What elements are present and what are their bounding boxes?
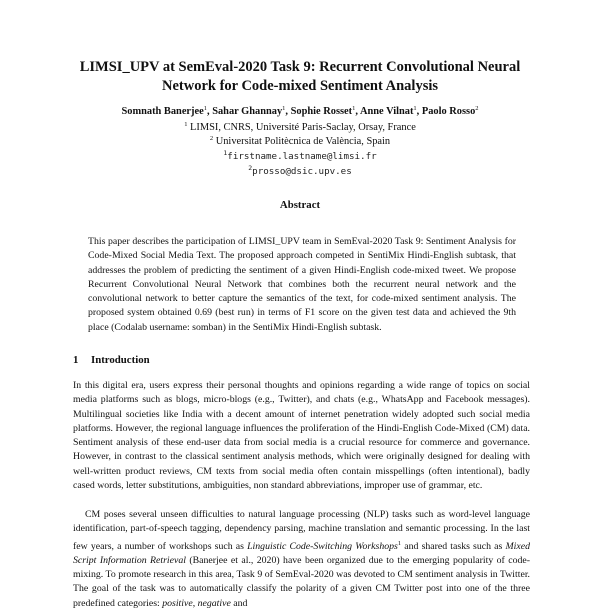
author-affiliation-mark: 1	[282, 105, 286, 112]
email-mark: 2	[248, 164, 253, 172]
category-positive: positive	[162, 597, 193, 609]
affiliation-text: LIMSI, CNRS, Université Paris-Saclay, Orsay, France	[190, 122, 416, 133]
title-line-1: LIMSI_UPV at SemEval-2020 Task 9: Recurrent Convolutional Neural	[79, 59, 521, 75]
affiliation-mark: 2	[209, 135, 214, 142]
para-text: CM poses several unseen difficulties to natural language processing (NLP) tasks such as word-level language identification, part-of-speech tagging, dependency parsing, machine translation and semantic processing. In the last few years, a number of workshops such as	[73, 509, 530, 552]
intro-paragraph-2	[73, 508, 530, 611]
author-name: Sophie Rosset	[290, 106, 353, 117]
author-name: Anne Vilnat	[360, 106, 414, 117]
workshop-name: Linguistic Code-Switching Workshops	[247, 540, 398, 552]
author-affiliation-mark: 2	[475, 105, 479, 112]
section-number: 1	[73, 354, 79, 366]
para-text: (Banerjee et al., 2020) have been organized due to the emerging popularity of code-mixing. To promote research in this area, Task 9 of SemEval-2020 was devoted to CM sentiment analysis in Twitter. The goal of the task was to automatically classify the polarity of a given CM Twitter post into one of the three predefined categories:	[73, 554, 531, 609]
para-text: ,	[192, 597, 198, 609]
author-affiliation-mark: 1	[203, 105, 207, 112]
author-affiliation-mark: 1	[352, 105, 356, 112]
author-list: Somnath Banerjee$^1$, Sahar Ghannay$^1$, Sophie Rosset$^1$, Anne Vilnat$^1$, Paolo Rosso$^2$	[121, 105, 479, 117]
category-negative: negative	[197, 597, 231, 609]
author-name: Paolo Rosso	[421, 106, 476, 117]
author-name: Somnath Banerjee	[121, 106, 204, 117]
affiliation-2	[60, 132, 540, 148]
intro-paragraph-1: In this digital era, users express their personal thoughts and opinions regarding a wide range of topics on social media platforms such as blogs, micro-blogs (e.g., Twitter), and chats (e.g., WhatsApp and Facebook messages). Multilingual societies like India with a decent amount of internet penetration widely adopted such social media platforms. However, the regional language influences the proliferation of the Hindi-English Code-Mixed (CM) data. Sentiment analysis of these end-user data from social media is a crucial resource for commerce and governance. However, in contrast to the classical sentiment analysis methods, which were originally designed for dealing with well-written product reviews, CM texts from social media often contain misspellings (often intentional), badly cased words, letter substitutions, ambiguities, non standard abbreviations, improper use of grammar, etc.	[73, 380, 530, 492]
email-text: prosso@dsic.upv.es	[252, 166, 352, 177]
email-2	[60, 162, 540, 178]
author-affiliation-mark: 1	[413, 105, 417, 112]
title-line-2: Network for Code-mixed Sentiment Analysis	[161, 78, 439, 94]
author-name: Sahar Ghannay	[212, 106, 283, 117]
shared-task-name: Mixed Script Information Retrieval	[73, 540, 530, 566]
affiliation-mark: 1	[184, 121, 188, 128]
email-1	[60, 147, 540, 163]
section-heading	[73, 354, 150, 366]
section-title: Introduction	[91, 354, 150, 366]
affiliation-text: Universitat Politècnica de València, Spain	[215, 136, 391, 147]
abstract-text: This paper describes the participation of LIMSI_UPV team in SemEval-2020 Task 9: Sentiment Analysis for Code-Mixed Social Media Text. The proposed approach competed in SentiMix Hindi-English subtask, that addresses the problem of predicting the sentiment of a given Hindi-English code-mixed tweet. We propose Recurrent Convolutional Neural Network that combines both the recurrent neural network and the convolutional network to better capture the semantics of the text, for code-mixed sentiment analysis. The proposed system obtained 0.69 (best run) in terms of F1 score on the given test data and achieved the 9th place (Codalab username: somban) in the SentiMix Hindi-English subtask.	[88, 236, 516, 333]
email-mark: 1	[223, 149, 228, 157]
abstract-heading: Abstract	[279, 199, 321, 211]
email-text: firstname.lastname@limsi.fr	[227, 151, 377, 162]
para-text: and	[230, 597, 248, 609]
para-text: and shared tasks such as	[401, 540, 506, 552]
paper-title	[60, 58, 540, 96]
footnote-mark: 1	[397, 539, 402, 547]
